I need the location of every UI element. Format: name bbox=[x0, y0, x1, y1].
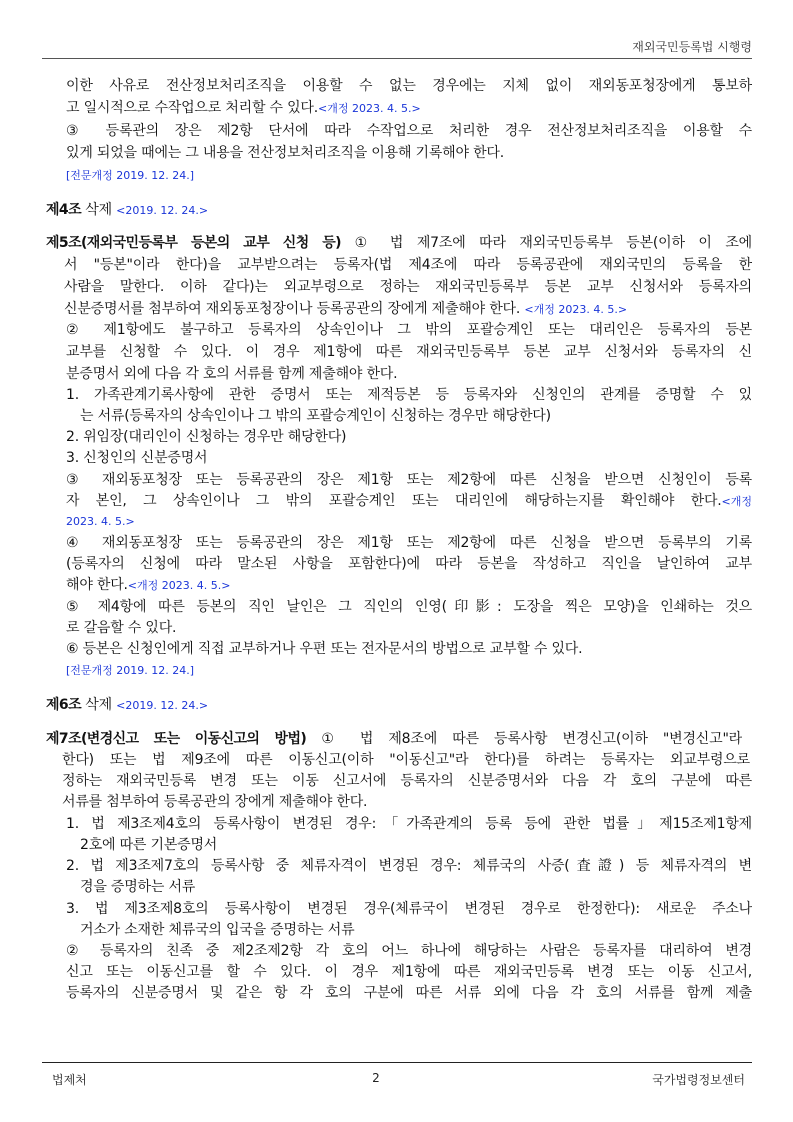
line-text: 삭제 bbox=[81, 697, 117, 713]
text-line bbox=[66, 319, 752, 341]
text-line bbox=[66, 638, 752, 660]
line-text: 경을 증명하는 서류 bbox=[80, 879, 196, 895]
line-text: ③ 재외동포청장 또는 등록공관의 장은 제1항 또는 제2항에 따른 신청을 받으면 신청인이 등록 bbox=[66, 472, 752, 488]
line-text: 로 갈음할 수 있다. bbox=[66, 620, 177, 636]
text-line bbox=[66, 982, 752, 1004]
deletion-note: <2019. 12. 24.> bbox=[116, 204, 209, 217]
line-text: 는 서류(등록자의 상속인이나 그 밖의 포괄승계인이 신청하는 경우만 해당한다) bbox=[80, 408, 551, 424]
text-line bbox=[64, 298, 752, 320]
footer-source: 국가법령정보센터 bbox=[652, 1073, 745, 1087]
line-text: ① 법 제7조에 따라 재외국민등록부 등본(이하 이 조에 bbox=[340, 235, 752, 251]
list-item bbox=[66, 384, 752, 406]
line-text: 해야 한다. bbox=[66, 577, 128, 593]
text-line bbox=[80, 876, 752, 898]
text-line bbox=[66, 97, 752, 119]
line-text: ② 등록자의 친족 중 제2조제2항 각 호의 어느 하나에 해당하는 사람은 등록자를 대리하여 변경 bbox=[66, 943, 752, 959]
document-title: 재외국민등록법 시행령 bbox=[632, 40, 752, 54]
text-line bbox=[66, 553, 752, 575]
amendment-note: <개정 2023. 4. 5.> bbox=[524, 303, 628, 316]
text-line bbox=[66, 363, 752, 385]
text-line bbox=[66, 75, 752, 97]
text-line bbox=[66, 532, 752, 554]
text-line bbox=[66, 617, 752, 639]
line-text: ② 제1항에도 불구하고 등록자의 상속인이나 그 밖의 포괄승계인 또는 대리인은 등록자의 등본 bbox=[66, 322, 752, 338]
page-number: 2 bbox=[372, 1071, 380, 1085]
text-line bbox=[80, 919, 752, 941]
line-text: 교부를 신청할 수 있다. 이 경우 제1항에 따른 재외국민등록부 등본 교부 신청서와 등록자의 신 bbox=[66, 344, 752, 360]
full-revision-note: [전문개정 2019. 12. 24.] bbox=[66, 169, 195, 182]
article-6 bbox=[46, 694, 752, 716]
text-line bbox=[62, 791, 752, 813]
line-text: 서 "등본"이라 한다)을 교부받으려는 등록자(법 제4조에 따라 등록공관에 재외국민의 등록을 한 bbox=[64, 257, 752, 273]
list-item bbox=[66, 855, 752, 877]
full-revision-note: [전문개정 2019. 12. 24.] bbox=[66, 664, 195, 677]
line-text: 사람을 말한다. 이하 같다)는 외교부령으로 정하는 재외국민등록부 등본 교부 신청서와 등록자의 bbox=[64, 279, 752, 295]
article-4 bbox=[46, 199, 752, 221]
amendment-note: <개정 2023. 4. 5.> bbox=[318, 102, 421, 115]
text-line bbox=[66, 142, 752, 164]
line-text: 1. 법 제3조제4호의 등록사항이 변경된 경우:「가족관계의 등록 등에 관한 법률」제15조제1항제 bbox=[66, 816, 752, 832]
text-line bbox=[66, 510, 752, 532]
text-line bbox=[66, 940, 752, 962]
article-heading: 제7조(변경신고 또는 이동신고의 방법) bbox=[46, 731, 307, 747]
footer-divider bbox=[42, 1062, 752, 1063]
text-line bbox=[80, 834, 752, 856]
line-text: 2. 위임장(대리인이 신청하는 경우만 해당한다) bbox=[66, 429, 347, 445]
line-text: ⑤ 제4항에 따른 등본의 직인 날인은 그 직인의 인영(印影: 도장을 찍은 모양)을 인쇄하는 것으 bbox=[66, 599, 752, 615]
line-text: ① 법 제8조에 따른 등록사항 변경신고(이하 "변경신고"라 bbox=[306, 731, 742, 747]
list-item bbox=[66, 426, 752, 448]
line-text: ③ 등록관의 장은 제2항 단서에 따라 수작업으로 처리한 경우 전산정보처리조직을 이용할 수 bbox=[66, 123, 752, 139]
line-text: 삭제 bbox=[81, 202, 117, 218]
text-line bbox=[64, 254, 752, 276]
article-7-first-line bbox=[46, 728, 742, 750]
line-text: 신고 또는 이동신고를 할 수 있다. 이 경우 제1항에 따른 재외국민등록 변경 또는 이동 신고서, bbox=[66, 964, 752, 980]
line-text: 자 본인, 그 상속인이나 그 밖의 포괄승계인 또는 대리인에 해당하는지를 확인해야 한다. bbox=[66, 493, 722, 509]
line-text: 2. 법 제3조제7호의 등록사항 중 체류자격이 변경된 경우: 체류국의 사증(査證) 등 체류자격의 변 bbox=[66, 858, 752, 874]
text-line bbox=[66, 574, 752, 596]
line-text: 3. 신청인의 신분증명서 bbox=[66, 450, 208, 466]
line-text: 고 일시적으로 수작업으로 처리할 수 있다. bbox=[66, 100, 319, 116]
line-text: ⑥ 등본은 신청인에게 직접 교부하거나 우편 또는 전자문서의 방법으로 교부할 수 있다. bbox=[66, 641, 583, 657]
text-line bbox=[64, 276, 752, 298]
line-text: 있게 되었을 때에는 그 내용을 전산정보처리조직을 이용해 기록해야 한다. bbox=[66, 145, 504, 161]
line-text: 거소가 소재한 체류국의 입국을 증명하는 서류 bbox=[80, 922, 355, 938]
deletion-note: <2019. 12. 24.> bbox=[116, 699, 209, 712]
line-text: 신분증명서를 첨부하여 재외동포청장이나 등록공관의 장에게 제출해야 한다. bbox=[64, 301, 525, 317]
text-line bbox=[66, 490, 752, 512]
line-text: 이한 사유로 전산정보처리조직을 이용할 수 없는 경우에는 지체 없이 재외동포청장에게 통보하 bbox=[66, 78, 752, 94]
list-item bbox=[66, 813, 752, 835]
line-text: 1. 가족관계기록사항에 관한 증명서 또는 제적등본 등 등록자와 신청인의 관계를 증명할 수 있 bbox=[66, 387, 752, 403]
text-line bbox=[66, 659, 752, 681]
footer-publisher: 법제처 bbox=[52, 1073, 87, 1087]
text-line bbox=[66, 341, 752, 363]
text-line bbox=[66, 596, 752, 618]
line-text: ④ 재외동포청장 또는 등록공관의 장은 제1항 또는 제2항에 따른 신청을 받으면 등록부의 기록 bbox=[66, 535, 752, 551]
line-text: 2호에 따른 기본증명서 bbox=[80, 837, 218, 853]
text-line bbox=[66, 164, 752, 186]
list-item bbox=[66, 898, 752, 920]
article-heading: 제6조 bbox=[46, 697, 81, 713]
line-text: (등록자의 신청에 따라 말소된 사항을 포함한다)에 따라 등본을 작성하고 직인을 날인하여 교부 bbox=[66, 556, 752, 572]
text-line bbox=[62, 749, 750, 771]
line-text: 한다) 또는 법 제9조에 따른 이동신고(이하 "이동신고"라 한다)를 하려는 등록자는 외교부령으로 bbox=[62, 752, 750, 768]
text-line bbox=[66, 120, 752, 142]
article-5-first-line bbox=[46, 232, 752, 254]
article-heading: 제4조 bbox=[46, 202, 81, 218]
text-line bbox=[80, 405, 752, 427]
text-line bbox=[62, 770, 752, 792]
article-heading: 제5조(재외국민등록부 등본의 교부 신청 등) bbox=[46, 235, 341, 251]
amendment-note: <개정 2023. 4. 5.> bbox=[127, 579, 231, 592]
line-text: 3. 법 제3조제8호의 등록사항이 변경된 경우(체류국이 변경된 경우로 한정한다): 새로운 주소나 bbox=[66, 901, 752, 917]
line-text: 분증명서 외에 다음 각 호의 서류를 함께 제출해야 한다. bbox=[66, 366, 398, 382]
line-text: 서류를 첨부하여 등록공관의 장에게 제출해야 한다. bbox=[62, 794, 368, 810]
amendment-note: 2023. 4. 5.> bbox=[66, 515, 135, 528]
amendment-note: <개정 bbox=[721, 495, 752, 508]
text-line bbox=[66, 961, 752, 983]
line-text: 등록자의 신분증명서 및 같은 항 각 호의 구분에 따른 서류 외에 다음 각 호의 서류를 함께 제출 bbox=[66, 985, 752, 1001]
header-divider bbox=[42, 58, 752, 59]
line-text: 정하는 재외국민등록 변경 또는 이동 신고서에 등록자의 신분증명서와 다음 각 호의 구분에 따른 bbox=[62, 773, 752, 789]
list-item bbox=[66, 447, 752, 469]
text-line bbox=[66, 469, 752, 491]
